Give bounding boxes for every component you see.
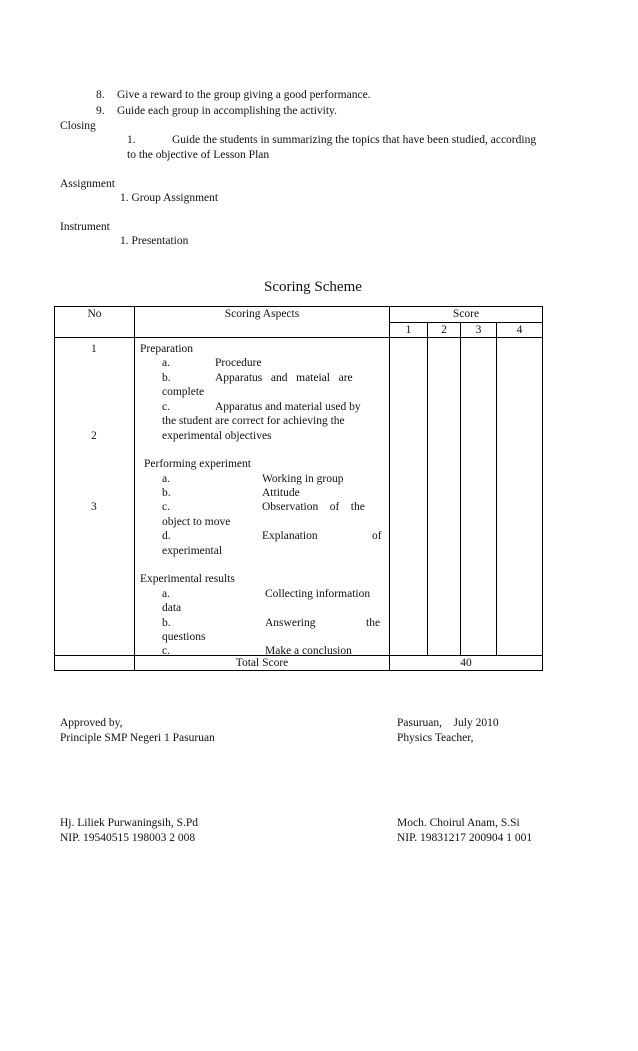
preparation-b-text-line1: Apparatus and mateial are bbox=[215, 372, 353, 384]
header-score: Score bbox=[390, 307, 543, 323]
aspect-number-1: 1 bbox=[91, 343, 97, 355]
aspects-cell bbox=[135, 338, 390, 656]
preparation-c-text-line1: Apparatus and material used by bbox=[215, 401, 361, 413]
total-empty-cell bbox=[55, 656, 135, 671]
closing-item-line1: Guide the students in summarizing the topics that have been studied, according bbox=[172, 134, 537, 146]
instrument-heading: Instrument bbox=[60, 221, 110, 233]
performing-b-text: Attitude bbox=[262, 487, 300, 499]
score-cell-3 bbox=[461, 338, 497, 656]
preparation-c-letter: c. bbox=[162, 401, 170, 413]
performing-d-text-line2: experimental bbox=[162, 545, 223, 557]
numbers-cell bbox=[55, 338, 135, 656]
place-date: Pasuruan, July 2010 bbox=[397, 717, 499, 729]
results-b-text-line1: Answering bbox=[265, 617, 316, 629]
performing-a-letter: a. bbox=[162, 473, 170, 485]
score-cell-2 bbox=[428, 338, 461, 656]
header-scoring-aspects: Scoring Aspects bbox=[135, 307, 390, 338]
header-score-1: 1 bbox=[390, 323, 428, 338]
scoring-scheme-title: Scoring Scheme bbox=[264, 279, 362, 295]
principal-nip: NIP. 19540515 198003 2 008 bbox=[60, 832, 196, 844]
results-a-letter: a. bbox=[162, 588, 170, 600]
results-c-letter: c. bbox=[162, 645, 170, 657]
performing-d-text-line1: Explanation bbox=[262, 530, 318, 542]
scoring-table bbox=[54, 306, 543, 671]
results-c-text: Make a conclusion bbox=[265, 645, 352, 657]
principal-title: Principle SMP Negeri 1 Pasuruan bbox=[60, 732, 215, 744]
closing-heading: Closing bbox=[60, 120, 96, 132]
preparation-a-text: Procedure bbox=[215, 357, 262, 369]
header-score-2: 2 bbox=[428, 323, 461, 338]
results-title: Experimental results bbox=[140, 573, 235, 585]
total-score-label: Total Score bbox=[135, 656, 390, 671]
closing-item-line2: to the objective of Lesson Plan bbox=[127, 149, 270, 161]
results-b-letter: b. bbox=[162, 617, 171, 629]
preparation-title: Preparation bbox=[140, 343, 194, 355]
preparation-b-letter: b. bbox=[162, 372, 171, 384]
header-no: No bbox=[55, 307, 135, 338]
results-b-text-line1-end: the bbox=[366, 617, 381, 629]
aspect-number-3: 3 bbox=[91, 501, 97, 513]
header-score-3: 3 bbox=[461, 323, 497, 338]
assignment-heading: Assignment bbox=[60, 178, 115, 190]
results-a-text-line1: Collecting information bbox=[265, 588, 371, 600]
preparation-a-letter: a. bbox=[162, 357, 170, 369]
preparation-c-text-line2: the student are correct for achieving the bbox=[162, 415, 345, 427]
total-score-value: 40 bbox=[390, 656, 543, 671]
teacher-name: Moch. Choirul Anam, S.Si bbox=[397, 817, 520, 829]
performing-d-letter: d. bbox=[162, 530, 171, 542]
assignment-item: 1. Group Assignment bbox=[120, 192, 219, 204]
performing-d-text-line1-end: of bbox=[372, 530, 382, 542]
results-b-text-line2: questions bbox=[162, 631, 206, 643]
performing-title: Performing experiment bbox=[144, 458, 251, 470]
step-8-text: Give a reward to the group giving a good performance. bbox=[117, 89, 371, 101]
approved-by-label: Approved by, bbox=[60, 717, 123, 729]
performing-b-letter: b. bbox=[162, 487, 171, 499]
step-9-text: Guide each group in accomplishing the activity. bbox=[117, 105, 337, 117]
teacher-nip: NIP. 19831217 200904 1 001 bbox=[397, 832, 533, 844]
step-8-number: 8. bbox=[96, 89, 105, 101]
performing-c-text-line2: object to move bbox=[162, 516, 231, 528]
performing-c-text-line1: Observation of the bbox=[262, 501, 365, 513]
score-cell-1 bbox=[390, 338, 428, 656]
header-score-4: 4 bbox=[497, 323, 543, 338]
instrument-item: 1. Presentation bbox=[120, 235, 189, 247]
score-cell-4 bbox=[497, 338, 543, 656]
step-9-number: 9. bbox=[96, 105, 105, 117]
preparation-b-text-line2: complete bbox=[162, 386, 205, 398]
results-a-text-line2: data bbox=[162, 602, 182, 614]
closing-item-number: 1. bbox=[127, 134, 136, 146]
performing-c-letter: c. bbox=[162, 501, 170, 513]
principal-name: Hj. Liliek Purwaningsih, S.Pd bbox=[60, 817, 199, 829]
aspect-number-2: 2 bbox=[91, 430, 97, 442]
preparation-c-text-line3: experimental objectives bbox=[162, 430, 272, 442]
performing-a-text: Working in group bbox=[262, 473, 344, 485]
teacher-title: Physics Teacher, bbox=[397, 732, 474, 744]
